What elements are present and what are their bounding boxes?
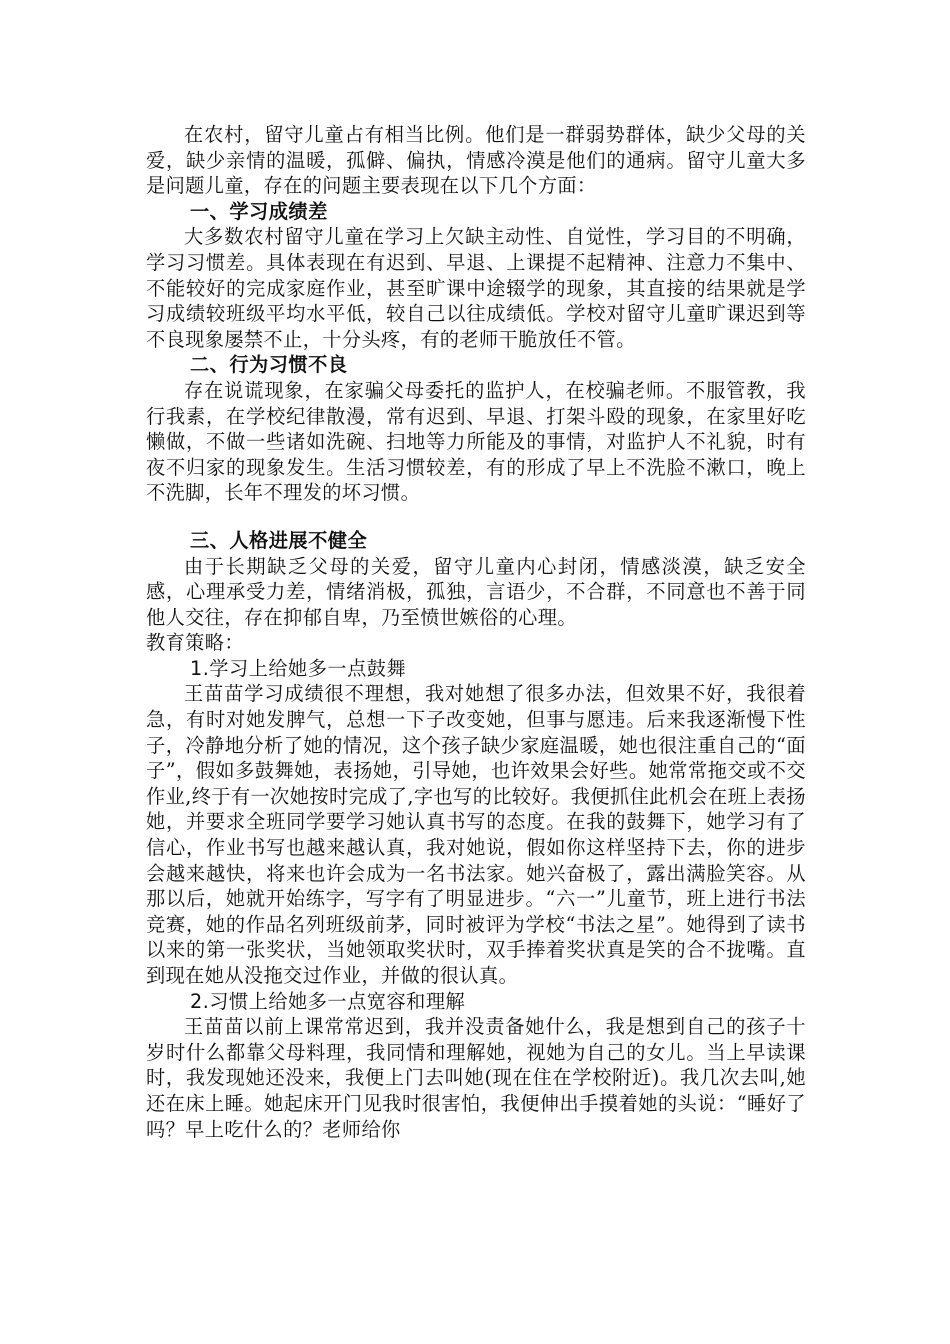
section-3-heading: 三、人格进展不健全 xyxy=(190,528,368,552)
strategy-2-heading: 2.习惯上给她多一点宽容和理解 xyxy=(190,989,466,1013)
section-2-paragraph: 存在说谎现象，在家骗父母委托的监护人，在校骗老师。不服管教，我行我素，在学校纪律散漫，常有迟到、早退、打架斗殴的现象，在家里好吃懒做，不做一些诸如洗碗、扫地等力所能及的事情，对监护人不礼貌，时有夜不归家的现象发生。生活习惯较差，有的形成了早上不洗脸不漱口，晚上不洗脚，长年不理发的坏习惯。 xyxy=(146,378,806,505)
strategy-1-paragraph: 王苗苗学习成绩很不理想，我对她想了很多办法，但效果不好，我很着急，有时对她发脾气，总想一下子改变她，但事与愿违。后来我逐渐慢下性子，冷静地分析了她的情况，这个孩子缺少家庭温暖，她也很注重自己的“面子”，假如多鼓舞她，表扬她，引导她，也许效果会好些。她常常拖交或不交作业,终于有一次她按时完成了,字也写的比较好。我便抓住此机会在班上表扬她，并要求全班同学要学习她认真书写的态度。在我的鼓舞下，她学习有了信心，作业书写也越来越认真，我对她说，假如你这样坚持下去，你的进步会越来越快，将来也许会成为一名书法家。她兴奋极了，露出满脸笑容。从那以后，她就开始练字，写字有了明显进步。“六一”儿童节，班上进行书法竞赛，她的作品名列班级前茅，同时被评为学校“书法之星”。她得到了读书以来的第一张奖状，当她领取奖状时，双手捧着奖状真是笑的合不拢嘴。直到现在她从没拖交过作业，并做的很认真。 xyxy=(146,682,806,987)
section-1-paragraph: 大多数农村留守儿童在学习上欠缺主动性、自觉性，学习目的不明确，学习习惯差。具体表现在有迟到、早退、上课提不起精神、注意力不集中、不能较好的完成家庭作业，甚至旷课中途辍学的现象，其直接的结果就是学习成绩较班级平均水平低，较自己以往成绩低。学校对留守儿童旷课迟到等不良现象屡禁不止，十分头疼，有的老师干脆放任不管。 xyxy=(146,225,806,351)
strategy-1-heading: 1.学习上给她多一点鼓舞 xyxy=(190,656,407,680)
paragraph-spacer xyxy=(146,506,806,528)
section-1-heading: 一、学习成绩差 xyxy=(190,199,328,223)
section-3-paragraph: 由于长期缺乏父母的关爱，留守儿童内心封闭，情感淡漠，缺乏安全感，心理承受力差，情绪消极，孤独，言语少，不合群，不同意也不善于同他人交往，存在抑郁自卑，乃至愤世嫉俗的心理。 xyxy=(146,554,806,629)
strategy-label: 教育策略： xyxy=(146,631,244,655)
document-body xyxy=(146,122,806,1142)
intro-paragraph: 在农村，留守儿童占有相当比例。他们是一群弱势群体，缺少父母的关爱，缺少亲情的温暖，孤僻、偏执，情感冷漠是他们的通病。留守儿童大多是问题儿童，存在的问题主要表现在以下几个方面： xyxy=(146,123,806,198)
strategy-2-paragraph: 王苗苗以前上课常常迟到，我并没责备她什么，我是想到自己的孩子十岁时什么都靠父母料理，我同情和理解她，视她为自己的女儿。当上早读课时，我发现她还没来，我便上门去叫她(现在住在学校附近)。我几次去叫,她还在床上睡。她起床开门见我时很害怕，我便伸出手摸着她的头说：“睡好了吗？早上吃什么的？老师给你 xyxy=(146,1015,806,1141)
section-2-heading: 二、行为习惯不良 xyxy=(190,353,348,377)
